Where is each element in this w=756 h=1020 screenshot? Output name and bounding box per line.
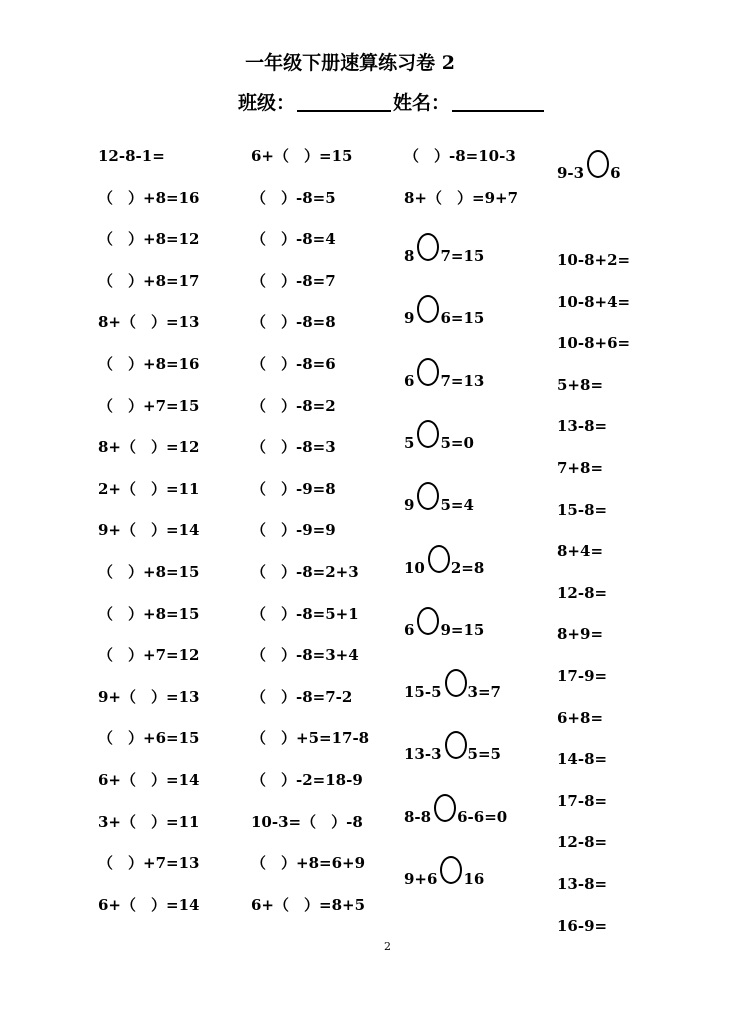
problem-item: （ ）+5=17-8 xyxy=(251,729,370,748)
problem-item: 12-8-1= xyxy=(98,147,165,165)
compare-left: 6 xyxy=(404,371,415,390)
compare-circle-blank[interactable] xyxy=(445,731,467,759)
problem-item: 8+4= xyxy=(557,542,604,561)
compare-left: 13-3 xyxy=(404,745,442,764)
problem-item: 6+8= xyxy=(557,708,604,727)
class-label: 班级： xyxy=(238,92,296,114)
problem-item: （ ）-8=3+4 xyxy=(251,646,359,665)
compare-circle-blank[interactable] xyxy=(417,607,439,635)
problem-item: 8+（ ）=13 xyxy=(98,313,200,332)
problem-item: （ ）-8=7-2 xyxy=(251,687,353,706)
compare-left: 6 xyxy=(404,620,415,639)
problem-item: （ ）+7=13 xyxy=(98,854,200,873)
problem-item: 3+（ ）=11 xyxy=(98,812,200,831)
problem-item: （ ）+7=15 xyxy=(98,396,200,415)
problem-item: 2+（ ）=11 xyxy=(98,479,200,498)
problem-item: 7+8= xyxy=(557,459,604,477)
compare-right: 9=15 xyxy=(440,620,485,639)
compare-circle-blank[interactable] xyxy=(417,233,439,261)
problem-item: 12-8= xyxy=(557,833,608,852)
problem-item: （ ）+8=16 xyxy=(98,188,200,207)
compare-right: 5=4 xyxy=(440,496,474,515)
problem-item: （ ）-8=10-3 xyxy=(404,147,516,165)
problem-item: 13-8= xyxy=(557,417,608,436)
compare-right: 3=7 xyxy=(467,683,501,702)
compare-circle-blank[interactable] xyxy=(417,482,439,510)
problem-item: 17-9= xyxy=(557,667,608,685)
compare-left: 9 xyxy=(404,309,415,328)
problem-item: 14-8= xyxy=(557,750,608,769)
compare-left: 8-8 xyxy=(404,807,432,826)
problem-item: 6+（ ）=14 xyxy=(98,771,200,789)
compare-left: 9-3 xyxy=(557,164,585,182)
compare-left: 15-5 xyxy=(404,683,442,702)
problem-item: 8+（ ）=12 xyxy=(98,438,200,457)
problem-item: （ ）-8=4 xyxy=(251,230,336,249)
problem-item: （ ）+8=12 xyxy=(98,230,200,249)
compare-circle-blank[interactable] xyxy=(417,358,439,386)
problem-item: 16-9= xyxy=(557,916,608,935)
compare-right: 6 xyxy=(610,164,621,182)
problem-item: 8+9= xyxy=(557,625,604,644)
compare-right: 6=15 xyxy=(440,309,485,328)
problem-item: （ ）+7=12 xyxy=(98,646,200,665)
problem-item: （ ）+8=16 xyxy=(98,355,200,373)
problem-item: （ ）-8=8 xyxy=(251,313,336,332)
compare-circle-blank[interactable] xyxy=(428,545,450,573)
compare-left: 9+6 xyxy=(404,870,438,888)
problem-item: （ ）+8=15 xyxy=(98,563,200,581)
problem-item: 10-8+6= xyxy=(557,334,631,353)
name-blank[interactable] xyxy=(452,110,544,112)
problem-item: （ ）+6=15 xyxy=(98,729,200,748)
problem-item: （ ）-8=2+3 xyxy=(251,563,359,581)
problem-item: 5+8= xyxy=(557,375,604,394)
problem-item: 10-8+4= xyxy=(557,292,631,311)
compare-right: 7=13 xyxy=(440,371,485,390)
compare-right: 6-6=0 xyxy=(457,807,508,826)
problem-item: 13-8= xyxy=(557,875,608,893)
problem-item: （ ）+8=6+9 xyxy=(251,854,366,873)
compare-left: 5 xyxy=(404,433,415,452)
compare-circle-blank[interactable] xyxy=(417,295,439,323)
problem-item: 8+（ ）=9+7 xyxy=(404,188,519,207)
compare-circle-blank[interactable] xyxy=(434,794,456,822)
problem-item: （ ）+8=15 xyxy=(98,604,200,623)
problem-item: 17-8= xyxy=(557,791,608,810)
compare-circle-blank[interactable] xyxy=(445,669,467,697)
problem-item: （ ）+8=17 xyxy=(98,271,200,290)
compare-right: 16 xyxy=(463,870,485,888)
problem-item: （ ）-8=3 xyxy=(251,438,336,457)
page-title: 一年级下册速算练习卷 2 xyxy=(245,52,455,74)
compare-circle-blank[interactable] xyxy=(440,856,462,884)
problem-item: （ ）-8=7 xyxy=(251,271,336,290)
compare-right: 5=0 xyxy=(440,433,474,452)
class-blank[interactable] xyxy=(297,110,391,112)
compare-left: 10 xyxy=(404,558,425,577)
problem-item: （ ）-2=18-9 xyxy=(251,771,363,789)
compare-right: 2=8 xyxy=(450,558,485,577)
problem-item: （ ）-9=8 xyxy=(251,479,336,498)
problem-item: （ ）-8=5 xyxy=(251,188,336,207)
student-info-row xyxy=(238,88,546,115)
problem-item: 9+（ ）=13 xyxy=(98,687,200,706)
compare-right: 5=5 xyxy=(467,745,501,764)
compare-left: 9 xyxy=(404,496,415,515)
problem-item: 6+（ ）=8+5 xyxy=(251,895,366,914)
problem-item: 10-3=（ ）-8 xyxy=(251,812,363,831)
problem-item: 6+（ ）=15 xyxy=(251,147,353,165)
compare-circle-blank[interactable] xyxy=(587,150,609,178)
problem-item: （ ）-9=9 xyxy=(251,521,336,540)
compare-circle-blank[interactable] xyxy=(417,420,439,448)
problem-item: 10-8+2= xyxy=(557,251,631,269)
compare-left: 8 xyxy=(404,247,415,265)
compare-right: 7=15 xyxy=(440,247,485,265)
page-number: 2 xyxy=(384,940,391,953)
problem-item: （ ）-8=6 xyxy=(251,355,336,373)
problem-item: 12-8= xyxy=(557,583,608,602)
problem-item: （ ）-8=5+1 xyxy=(251,604,359,623)
problem-item: 6+（ ）=14 xyxy=(98,895,200,914)
problem-item: 15-8= xyxy=(557,500,608,519)
problem-item: （ ）-8=2 xyxy=(251,396,336,415)
name-label: 姓名： xyxy=(393,92,451,114)
problem-item: 9+（ ）=14 xyxy=(98,521,200,540)
